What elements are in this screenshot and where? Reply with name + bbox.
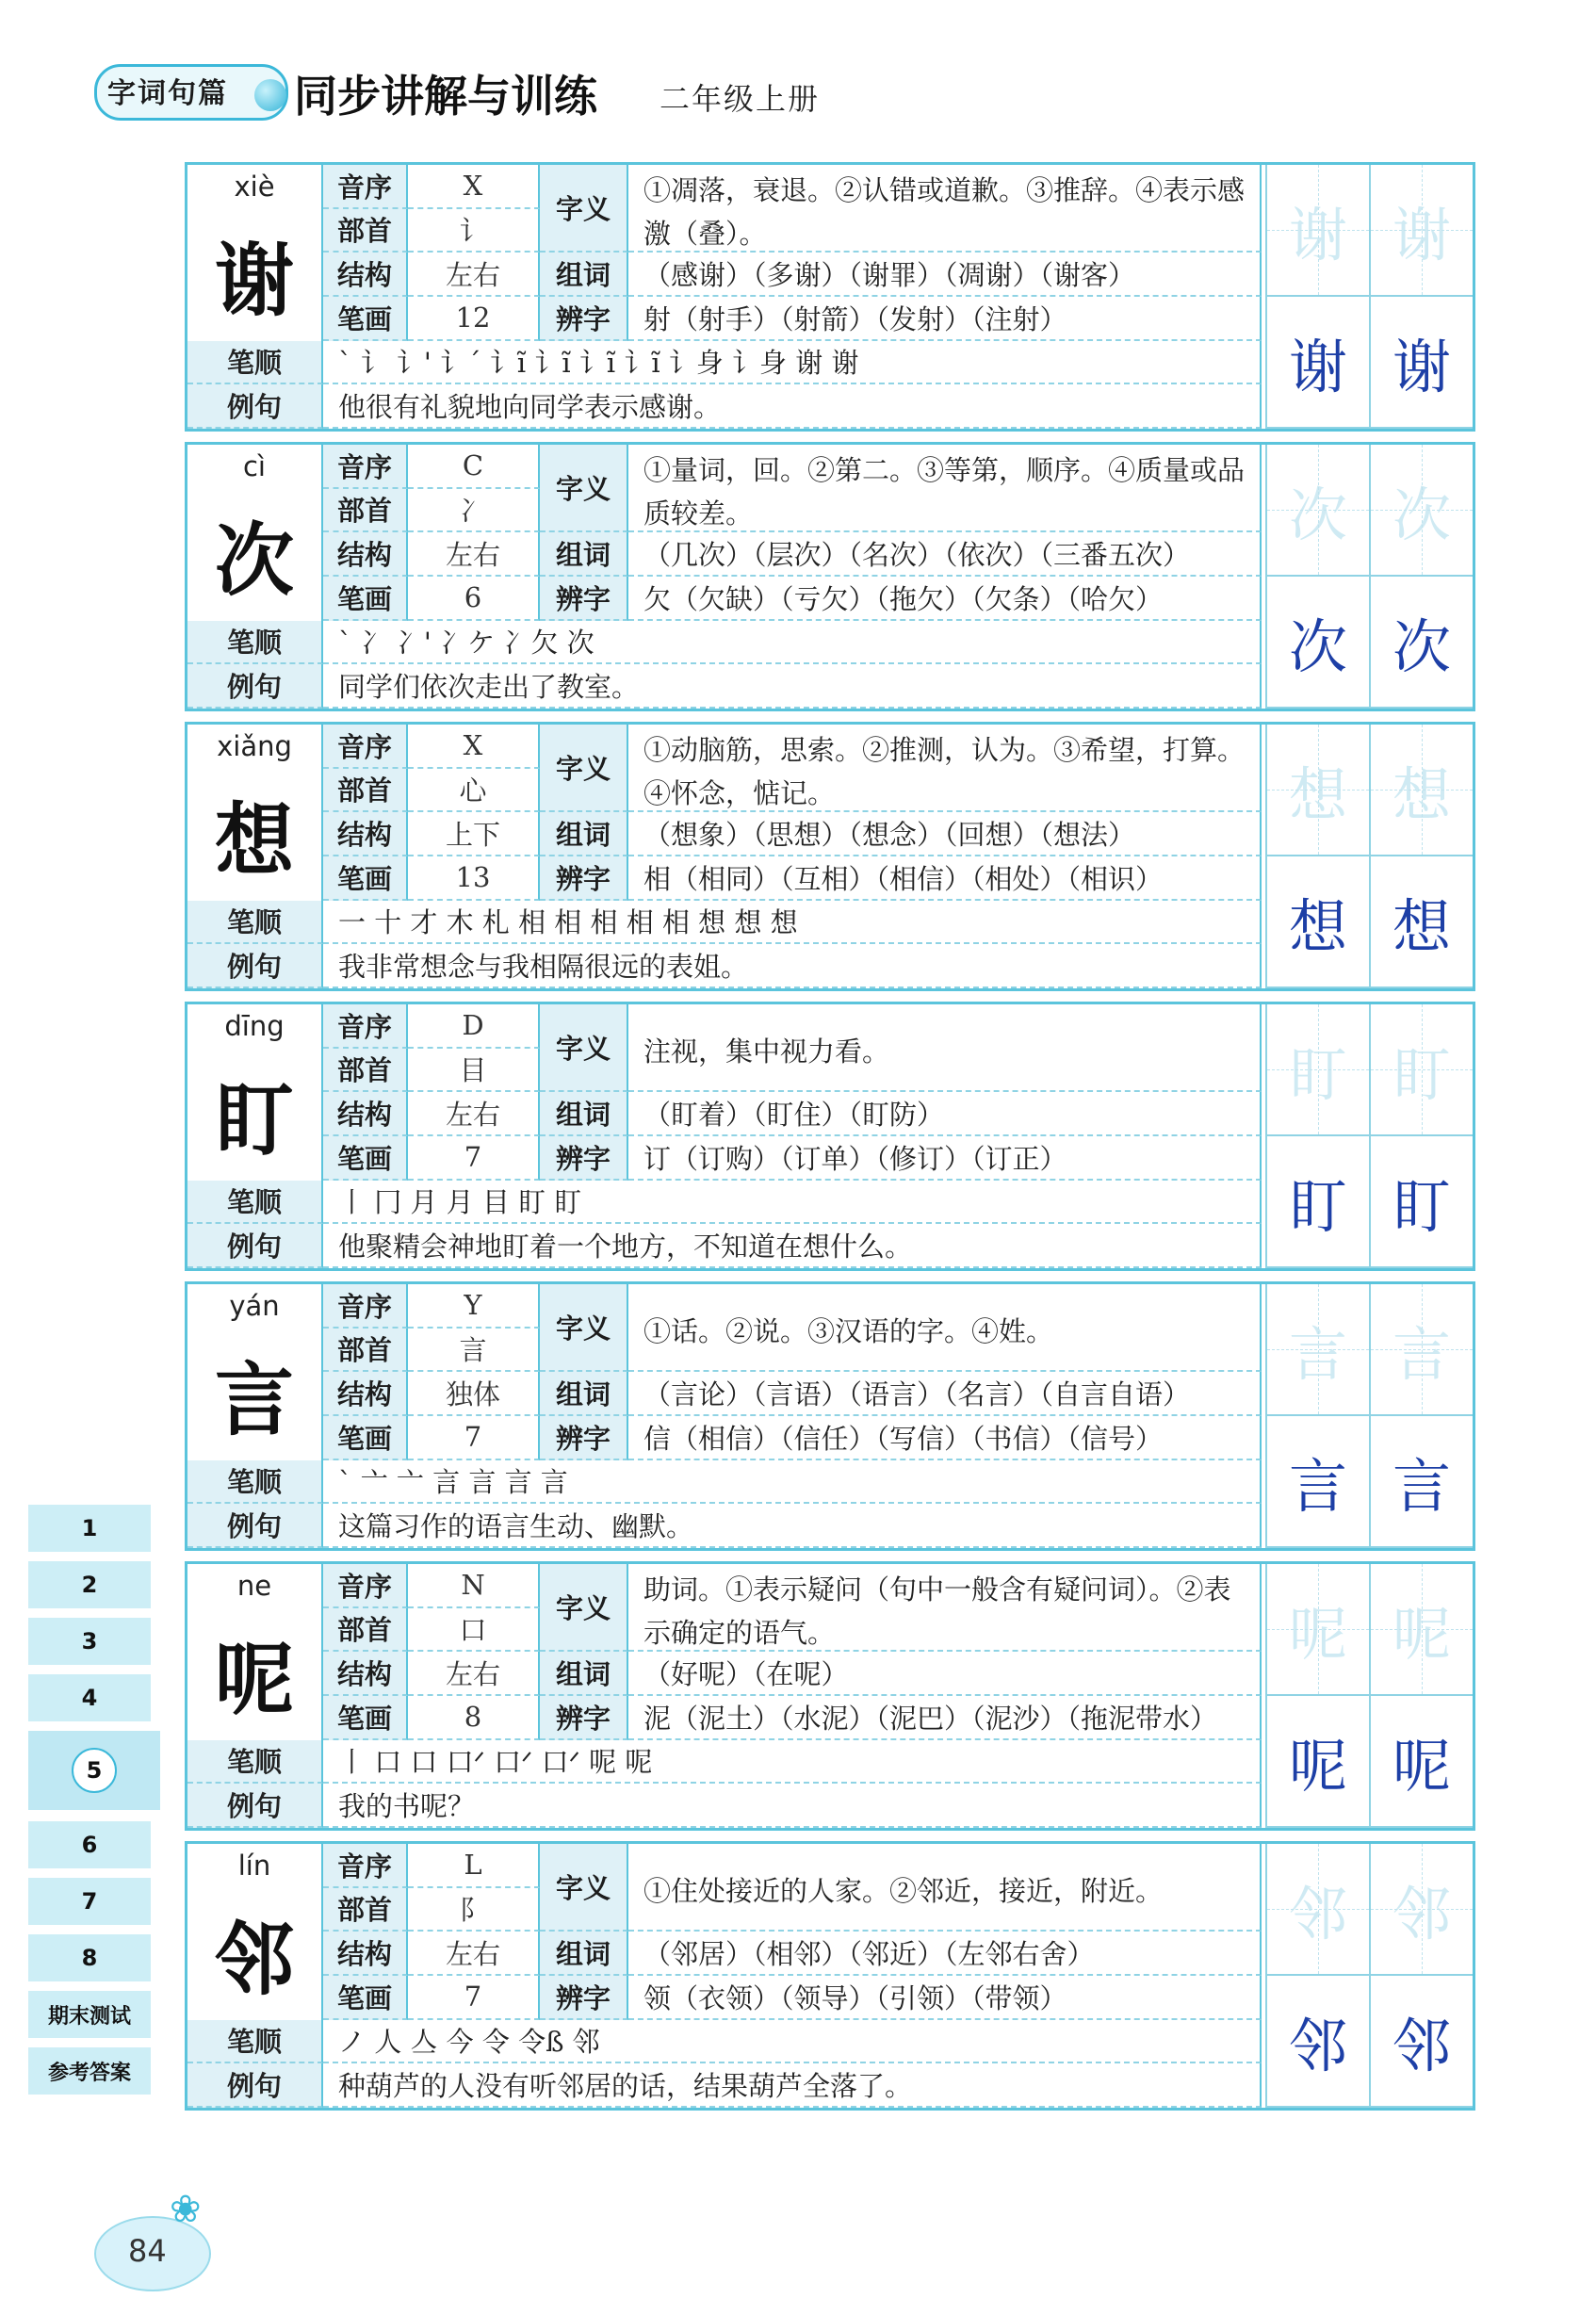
value-bianzi: 欠（欠缺）（亏欠）（拖欠）（欠条）（哈欠） [628, 577, 1262, 621]
value-liju: 他聚精会神地盯着一个地方，不知道在想什么。 [323, 1224, 1262, 1268]
value-bianzi: 泥（泥土）（水泥）（泥巴）（泥沙）（拖泥带水） [628, 1696, 1262, 1740]
label-zuci: 组词 [540, 1372, 628, 1416]
main-character: 邻 [214, 1913, 294, 2007]
chapter-tab-label: 8 [81, 1945, 98, 1971]
label-yinxu: 音序 [323, 1284, 408, 1329]
label-jiegou: 结构 [323, 1652, 408, 1696]
value-bianzi: 订（订购）（订单）（修订）（订正） [628, 1136, 1262, 1181]
label-zuci: 组词 [540, 1092, 628, 1136]
logo-dot-icon [254, 79, 286, 111]
value-ziyi: ①动脑筋，思索。②推测，认为。③希望，打算。④怀念，惦记。 [628, 725, 1262, 812]
sample-character: 想 [1369, 856, 1473, 988]
trace-character: 想 [1369, 725, 1473, 856]
value-bishun: ` 亠 亠 言 言 言 言 [323, 1460, 1262, 1505]
character-card [185, 442, 1475, 711]
sample-character: 谢 [1369, 297, 1473, 429]
label-bihua: 笔画 [323, 1136, 408, 1181]
chapter-tab[interactable] [28, 2047, 151, 2095]
label-jiegou: 结构 [323, 1092, 408, 1136]
chapter-tab-label: 4 [81, 1685, 98, 1711]
label-yinxu: 音序 [323, 445, 408, 489]
trace-character: 言 [1265, 1284, 1369, 1416]
sample-character: 盯 [1265, 1136, 1369, 1268]
series-logo-text: 字词句篇 [107, 77, 228, 110]
chapter-tab[interactable] [28, 1821, 151, 1868]
value-yinxu: C [408, 445, 540, 489]
pinyin: cì [187, 445, 323, 489]
value-jiegou: 左右 [408, 1652, 540, 1696]
practice-grid [1265, 1284, 1473, 1548]
label-liju: 例句 [187, 1224, 323, 1268]
label-bishun: 笔顺 [187, 621, 323, 665]
label-zuci: 组词 [540, 1652, 628, 1696]
trace-character: 想 [1265, 725, 1369, 856]
label-zuci: 组词 [540, 812, 628, 856]
value-ziyi: 助词。①表示疑问（句中一般含有疑问词）。②表示确定的语气。 [628, 1564, 1262, 1652]
main-character-cell [187, 489, 323, 621]
label-ziyi: 字义 [540, 445, 628, 532]
value-bushou: 目 [408, 1049, 540, 1093]
character-card [185, 1561, 1475, 1831]
value-zuci: （想象）（思想）（想念）（回想）（想法） [628, 812, 1262, 856]
value-bihua: 6 [408, 577, 540, 621]
label-jiegou: 结构 [323, 1932, 408, 1976]
label-bushou: 部首 [323, 1608, 408, 1653]
value-bushou: 言 [408, 1329, 540, 1373]
label-bianzi: 辨字 [540, 1416, 628, 1460]
pinyin: ne [187, 1564, 323, 1608]
value-bushou: 讠 [408, 209, 540, 253]
sample-character: 呢 [1369, 1696, 1473, 1828]
label-bishun: 笔顺 [187, 1740, 323, 1785]
label-bianzi: 辨字 [540, 1136, 628, 1181]
label-yinxu: 音序 [323, 1844, 408, 1888]
value-yinxu: Y [408, 1284, 540, 1329]
character-info-table [187, 1004, 1262, 1268]
label-bihua: 笔画 [323, 297, 408, 341]
practice-grid [1265, 1844, 1473, 2108]
label-ziyi: 字义 [540, 1284, 628, 1372]
value-zuci: （感谢）（多谢）（谢罪）（凋谢）（谢客） [628, 253, 1262, 297]
chapter-tab[interactable] [28, 1618, 151, 1665]
value-ziyi: ①凋落，衰退。②认错或道歉。③推辞。④表示感激（叠）。 [628, 165, 1262, 253]
value-yinxu: D [408, 1004, 540, 1049]
value-zuci: （邻居）（相邻）（邻近）（左邻右舍） [628, 1932, 1262, 1976]
value-yinxu: N [408, 1564, 540, 1608]
sample-character: 邻 [1369, 1976, 1473, 2108]
main-character-cell [187, 1608, 323, 1740]
value-zuci: （几次）（层次）（名次）（依次）（三番五次） [628, 532, 1262, 577]
label-yinxu: 音序 [323, 1564, 408, 1608]
pinyin: xiǎng [187, 725, 323, 769]
value-bihua: 7 [408, 1976, 540, 2020]
label-bushou: 部首 [323, 209, 408, 253]
label-bianzi: 辨字 [540, 1696, 628, 1740]
trace-character: 邻 [1265, 1844, 1369, 1976]
value-liju: 我非常想念与我相隔很远的表姐。 [323, 944, 1262, 988]
label-liju: 例句 [187, 944, 323, 988]
sample-character: 想 [1265, 856, 1369, 988]
main-character: 言 [214, 1353, 294, 1447]
trace-character: 谢 [1369, 165, 1473, 297]
value-jiegou: 上下 [408, 812, 540, 856]
label-bihua: 笔画 [323, 577, 408, 621]
value-zuci: （言论）（言语）（语言）（名言）（自言自语） [628, 1372, 1262, 1416]
label-liju: 例句 [187, 1504, 323, 1548]
character-info-table [187, 445, 1262, 709]
label-bianzi: 辨字 [540, 856, 628, 901]
character-info-table [187, 1844, 1262, 2108]
value-jiegou: 左右 [408, 1932, 540, 1976]
trace-character: 言 [1369, 1284, 1473, 1416]
label-bushou: 部首 [323, 1049, 408, 1093]
character-info-table [187, 1564, 1262, 1828]
main-character-cell [187, 1329, 323, 1460]
sample-character: 呢 [1265, 1696, 1369, 1828]
value-yinxu: L [408, 1844, 540, 1888]
label-ziyi: 字义 [540, 725, 628, 812]
label-yinxu: 音序 [323, 165, 408, 209]
value-yinxu: X [408, 165, 540, 209]
value-bishun: 丨 口 口 口ᐟ 口ᐟ 口ᐟ 呢 呢 [323, 1740, 1262, 1785]
value-bushou: 阝 [408, 1888, 540, 1932]
value-bishun: 一 十 才 木 札 相 相 相 相 相 想 想 想 [323, 901, 1262, 945]
page-number: 84 [128, 2233, 167, 2269]
page-header [94, 57, 1507, 122]
chapter-tab[interactable] [28, 1934, 151, 1981]
practice-grid [1265, 725, 1473, 988]
value-bihua: 12 [408, 297, 540, 341]
value-bihua: 13 [408, 856, 540, 901]
label-bushou: 部首 [323, 1888, 408, 1932]
chapter-tab-label: 2 [81, 1572, 98, 1598]
value-bihua: 7 [408, 1416, 540, 1460]
value-bishun: ノ 人 亼 今 令 令ß 邻 [323, 2020, 1262, 2064]
character-info-table [187, 1284, 1262, 1548]
label-bushou: 部首 [323, 1329, 408, 1373]
label-bishun: 笔顺 [187, 901, 323, 945]
chapter-tab-label: 7 [81, 1888, 98, 1915]
value-liju: 同学们依次走出了教室。 [323, 664, 1262, 709]
chapter-tab[interactable] [28, 1991, 151, 2038]
label-jiegou: 结构 [323, 1372, 408, 1416]
label-bianzi: 辨字 [540, 297, 628, 341]
value-liju: 他很有礼貌地向同学表示感谢。 [323, 384, 1262, 429]
main-character-cell [187, 209, 323, 341]
value-jiegou: 左右 [408, 532, 540, 577]
book-subtitle: 二年级上册 [660, 81, 821, 117]
label-bishun: 笔顺 [187, 2020, 323, 2064]
label-bianzi: 辨字 [540, 577, 628, 621]
value-ziyi: ①话。②说。③汉语的字。④姓。 [628, 1284, 1262, 1372]
sample-character: 邻 [1265, 1976, 1369, 2108]
chapter-tab-label: 6 [81, 1832, 98, 1858]
character-card [185, 722, 1475, 991]
value-liju: 我的书呢？ [323, 1784, 1262, 1828]
label-zuci: 组词 [540, 532, 628, 577]
value-bishun: ` 讠 讠' 讠ˊ 讠ĩ 讠ĩ 讠ĩ 讠ĩ 讠身 讠身 谢 谢 [323, 341, 1262, 385]
label-bihua: 笔画 [323, 1416, 408, 1460]
label-bishun: 笔顺 [187, 1460, 323, 1505]
label-zuci: 组词 [540, 253, 628, 297]
label-bushou: 部首 [323, 769, 408, 813]
label-yinxu: 音序 [323, 1004, 408, 1049]
label-jiegou: 结构 [323, 812, 408, 856]
pinyin: xiè [187, 165, 323, 209]
practice-grid [1265, 165, 1473, 429]
label-jiegou: 结构 [323, 532, 408, 577]
sample-character: 谢 [1265, 297, 1369, 429]
label-bishun: 笔顺 [187, 341, 323, 385]
value-yinxu: X [408, 725, 540, 769]
main-character: 次 [214, 514, 294, 608]
main-character-cell [187, 1888, 323, 2020]
value-ziyi: 注视，集中视力看。 [628, 1004, 1262, 1092]
label-bihua: 笔画 [323, 856, 408, 901]
value-bushou: 心 [408, 769, 540, 813]
trace-character: 盯 [1265, 1004, 1369, 1136]
label-bianzi: 辨字 [540, 1976, 628, 2020]
sample-character: 言 [1265, 1416, 1369, 1548]
value-bihua: 8 [408, 1696, 540, 1740]
trace-character: 谢 [1265, 165, 1369, 297]
label-ziyi: 字义 [540, 1844, 628, 1932]
value-ziyi: ①量词，回。②第二。③等第，顺序。④质量或品质较差。 [628, 445, 1262, 532]
trace-character: 邻 [1369, 1844, 1473, 1976]
practice-grid [1265, 1004, 1473, 1268]
value-zuci: （盯着）（盯住）（盯防） [628, 1092, 1262, 1136]
sample-character: 盯 [1369, 1136, 1473, 1268]
value-bianzi: 相（相同）（互相）（相信）（相处）（相识） [628, 856, 1262, 901]
label-bihua: 笔画 [323, 1976, 408, 2020]
main-character-cell [187, 769, 323, 901]
character-info-table [187, 165, 1262, 429]
chapter-tab-label: 1 [81, 1515, 98, 1541]
value-jiegou: 左右 [408, 253, 540, 297]
value-jiegou: 左右 [408, 1092, 540, 1136]
main-character: 盯 [214, 1073, 294, 1167]
main-character: 谢 [214, 234, 294, 328]
practice-grid [1265, 445, 1473, 709]
sample-character: 言 [1369, 1416, 1473, 1548]
label-liju: 例句 [187, 664, 323, 709]
label-bushou: 部首 [323, 489, 408, 533]
trace-character: 次 [1265, 445, 1369, 577]
label-bishun: 笔顺 [187, 1181, 323, 1225]
sample-character: 次 [1369, 577, 1473, 709]
value-bishun: 丨 冂 月 月 目 盯 盯 [323, 1181, 1262, 1225]
trace-character: 呢 [1369, 1564, 1473, 1696]
pinyin: yán [187, 1284, 323, 1329]
sample-character: 次 [1265, 577, 1369, 709]
value-bishun: ` 冫 冫' 冫ケ 冫欠 次 [323, 621, 1262, 665]
value-liju: 这篇习作的语言生动、幽默。 [323, 1504, 1262, 1548]
character-card [185, 1002, 1475, 1271]
chapter-tab[interactable] [28, 1505, 151, 1552]
chapter-tab[interactable] [28, 1731, 160, 1810]
chapter-tab-label: 期末测试 [47, 2004, 131, 2029]
value-bianzi: 领（衣领）（领导）（引领）（带领） [628, 1976, 1262, 2020]
value-bushou: 口 [408, 1608, 540, 1653]
character-card [185, 1841, 1475, 2111]
main-character-cell [187, 1049, 323, 1181]
chapter-tab[interactable] [28, 1561, 151, 1608]
value-bushou: 冫 [408, 489, 540, 533]
character-info-table [187, 725, 1262, 988]
page-number-badge [94, 2188, 226, 2291]
value-zuci: （好呢）（在呢） [628, 1652, 1262, 1696]
label-liju: 例句 [187, 1784, 323, 1828]
practice-grid [1265, 1564, 1473, 1828]
value-bihua: 7 [408, 1136, 540, 1181]
value-liju: 种葫芦的人没有听邻居的话，结果葫芦全落了。 [323, 2063, 1262, 2108]
chapter-tab[interactable] [28, 1674, 151, 1721]
label-liju: 例句 [187, 2063, 323, 2108]
character-card [185, 162, 1475, 432]
chapter-tab-label: 3 [81, 1628, 98, 1655]
label-liju: 例句 [187, 384, 323, 429]
character-card [185, 1281, 1475, 1551]
value-jiegou: 独体 [408, 1372, 540, 1416]
main-character: 想 [214, 793, 294, 888]
label-yinxu: 音序 [323, 725, 408, 769]
label-bihua: 笔画 [323, 1696, 408, 1740]
chapter-tab[interactable] [28, 1878, 151, 1925]
chapter-tab-label: 参考答案 [47, 2061, 131, 2085]
trace-character: 盯 [1369, 1004, 1473, 1136]
label-jiegou: 结构 [323, 253, 408, 297]
book-title: 同步讲解与训练 [294, 71, 597, 122]
label-ziyi: 字义 [540, 1564, 628, 1652]
chapter-tab-label: 5 [72, 1748, 117, 1793]
trace-character: 次 [1369, 445, 1473, 577]
value-ziyi: ①住处接近的人家。②邻近，接近，附近。 [628, 1844, 1262, 1932]
value-bianzi: 信（相信）（信任）（写信）（书信）（信号） [628, 1416, 1262, 1460]
value-bianzi: 射（射手）（射箭）（发射）（注射） [628, 297, 1262, 341]
label-zuci: 组词 [540, 1932, 628, 1976]
pinyin: lín [187, 1844, 323, 1888]
butterfly-icon: ❀ [170, 2188, 202, 2231]
trace-character: 呢 [1265, 1564, 1369, 1696]
pinyin: dīng [187, 1004, 323, 1049]
main-character: 呢 [214, 1633, 294, 1727]
label-ziyi: 字义 [540, 165, 628, 253]
label-ziyi: 字义 [540, 1004, 628, 1092]
